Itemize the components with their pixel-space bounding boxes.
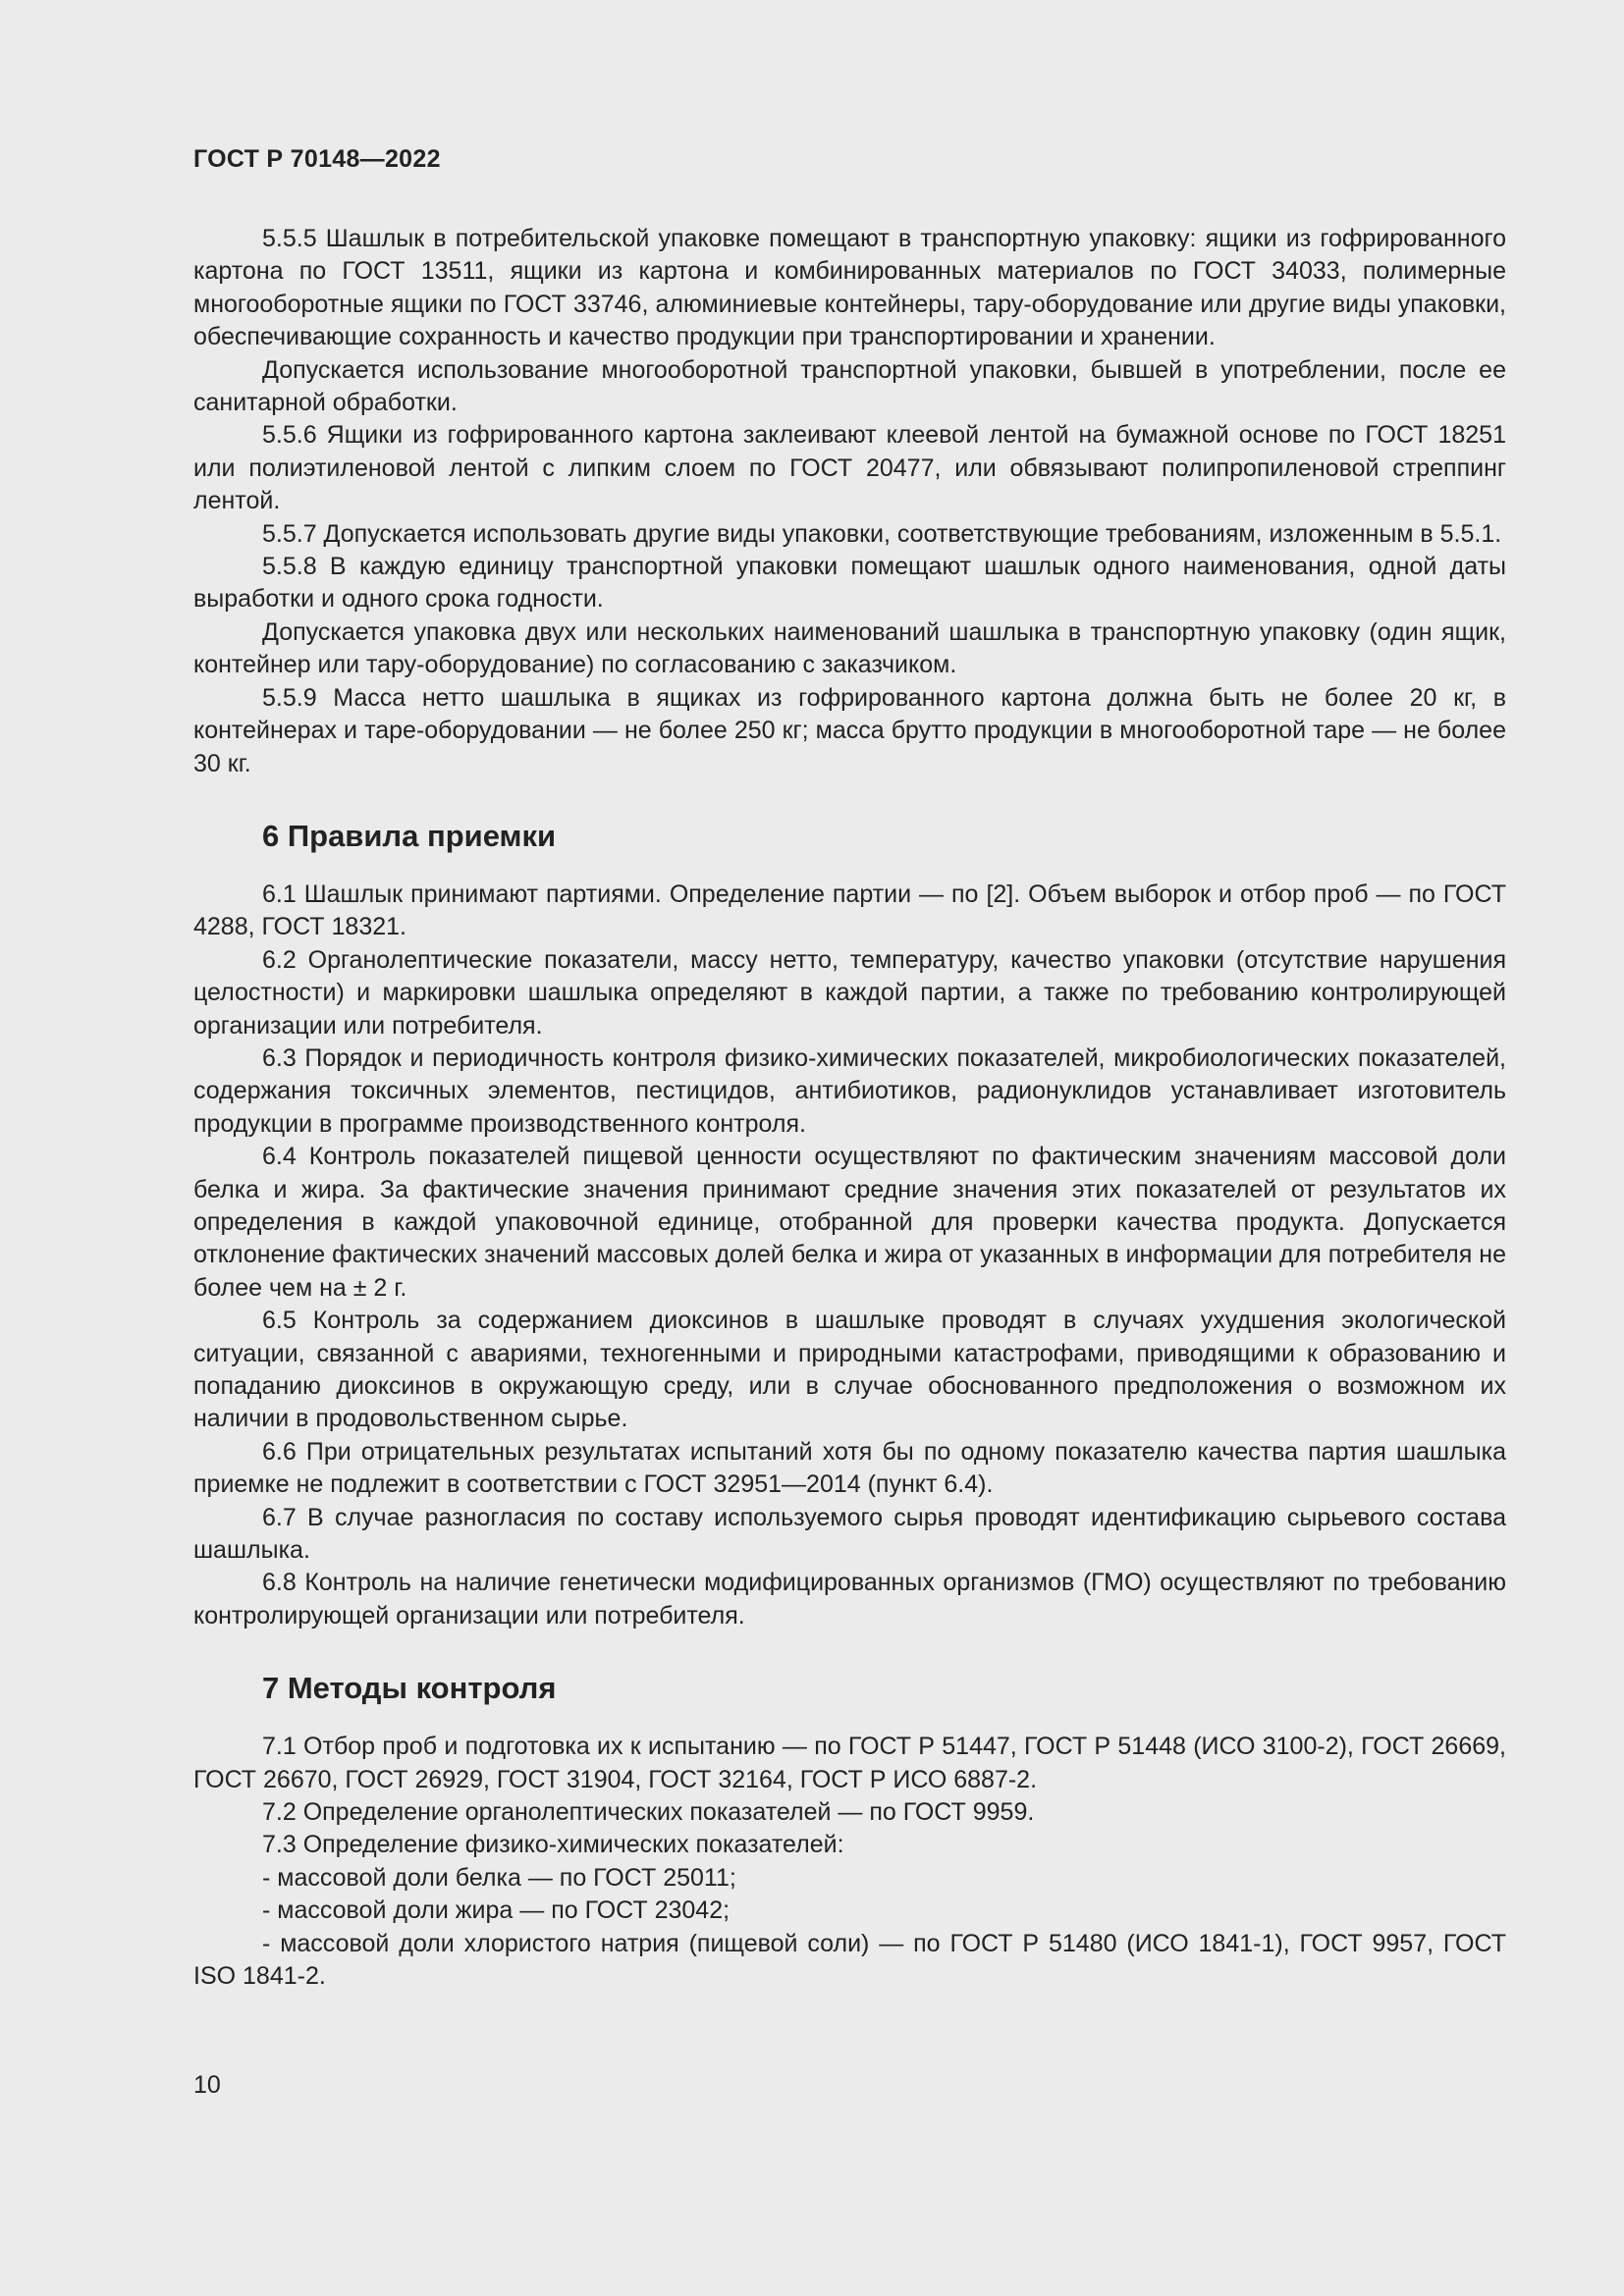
paragraph-6-7: 6.7 В случае разногласия по составу используемого сырья проводят идентификацию сырьевого состава шашлыка.	[193, 1503, 1506, 1565]
list-item-salt: - массовой доли хлористого натрия (пищевой соли) — по ГОСТ Р 51480 (ИСО 1841-1), ГОСТ 9957, ГОСТ ISO 1841-2.	[193, 1929, 1506, 1991]
paragraph-6-6: 6.6 При отрицательных результатах испытаний хотя бы по одному показателю качества партия шашлыка приемке не подлежит в соответствии с ГОСТ 32951—2014 (пункт 6.4).	[193, 1437, 1506, 1499]
paragraph-6-3: 6.3 Порядок и периодичность контроля физико-химических показателей, микробиологических показателей, содержания токсичных элементов, пестицидов, антибиотиков, радионуклидов устанавливает изготовитель продукции в программе производственного контроля.	[193, 1043, 1506, 1138]
list-item-protein: - массовой доли белка — по ГОСТ 25011;	[262, 1863, 736, 1892]
paragraph-6-4: 6.4 Контроль показателей пищевой ценности осуществляют по фактическим значениям массовой доли белка и жира. За фактические значения принимают средние значения этих показателей от результатов их определения в каждой упаковочной единице, отобранной для проверки качества продукта. Допускается отклонение фактических значений массовых долей белка и жира от указанных в информации для потребителя не более чем на ± 2 г.	[193, 1143, 1506, 1302]
document-header: ГОСТ Р 70148—2022	[193, 145, 441, 173]
paragraph-5-5-5: 5.5.5 Шашлык в потребительской упаковке помещают в транспортную упаковку: ящики из гофрированного картона по ГОСТ 13511, ящики из картона и комбинированных материалов по ГОСТ 34033, полимерные многооборотные ящики по ГОСТ 33746, алюминиевые контейнеры, тару-оборудование или другие виды упаковки, обеспечивающие сохранность и качество продукции при транспортировании и хранении.	[193, 225, 1506, 351]
section-6-heading: 6 Правила приемки	[262, 818, 557, 853]
paragraph-5-5-9: 5.5.9 Масса нетто шашлыка в ящиках из гофрированного картона должна быть не более 20 кг, в контейнерах и таре-оборудовании — не более 250 кг; масса брутто продукции в многооборотной таре — не более 30 кг.	[193, 683, 1506, 777]
paragraph-6-2: 6.2 Органолептические показатели, массу нетто, температуру, качество упаковки (отсутствие нарушения целостности) и маркировки шашлыка определяют в каждой партии, а также по требованию контролирующей организации или потребителя.	[193, 945, 1506, 1040]
paragraph-7-2: 7.2 Определение органолептических показателей — по ГОСТ 9959.	[262, 1798, 1035, 1827]
paragraph-6-1: 6.1 Шашлык принимают партиями. Определение партии — по [2]. Объем выборок и отбор проб — по ГОСТ 4288, ГОСТ 18321.	[193, 880, 1506, 941]
paragraph-5-5-8: 5.5.8 В каждую единицу транспортной упаковки помещают шашлык одного наименования, одной даты выработки и одного срока годности.	[193, 553, 1506, 614]
document-body	[193, 223, 1506, 1994]
paragraph-6-5: 6.5 Контроль за содержанием диоксинов в шашлыке проводят в случаях ухудшения экологической ситуации, связанной с авариями, техногенными и природными катастрофами, приводящими к образованию и попаданию диоксинов в окружающую среду, или в случае обоснованного предположения о возможном их наличии в продовольственном сырье.	[193, 1307, 1506, 1433]
section-7-heading: 7 Методы контроля	[262, 1671, 557, 1706]
list-item-fat: - массовой доли жира — по ГОСТ 23042;	[262, 1896, 731, 1925]
paragraph-5-5-6: 5.5.6 Ящики из гофрированного картона заклеивают клеевой лентой на бумажной основе по ГОСТ 18251 или полиэтиленовой лентой с липким слоем по ГОСТ 20477, или обвязывают полипропиленовой стреппинг лентой.	[193, 421, 1506, 515]
paragraph-5-5-7: 5.5.7 Допускается использовать другие виды упаковки, соответствующие требованиям, изложенным в 5.5.1.	[262, 519, 1502, 548]
paragraph-5-5-5-reuse: Допускается использование многооборотной транспортной упаковки, бывшей в употреблении, после ее санитарной обработки.	[193, 355, 1506, 417]
paragraph-7-1: 7.1 Отбор проб и подготовка их к испытанию — по ГОСТ Р 51447, ГОСТ Р 51448 (ИСО 3100-2), ГОСТ 26669, ГОСТ 26670, ГОСТ 26929, ГОСТ 31904, ГОСТ 32164, ГОСТ Р ИСО 6887-2.	[193, 1733, 1506, 1793]
paragraph-6-8: 6.8 Контроль на наличие генетически модифицированных организмов (ГМО) осуществляют по требованию контролирующей организации или потребителя.	[193, 1569, 1506, 1629]
page-number: 10	[193, 2071, 221, 2099]
paragraph-5-5-8-multi: Допускается упаковка двух или нескольких наименований шашлыка в транспортную упаковку (один ящик, контейнер или тару-оборудование) по согласованию с заказчиком.	[193, 617, 1506, 679]
paragraph-7-3: 7.3 Определение физико-химических показателей:	[262, 1831, 844, 1859]
